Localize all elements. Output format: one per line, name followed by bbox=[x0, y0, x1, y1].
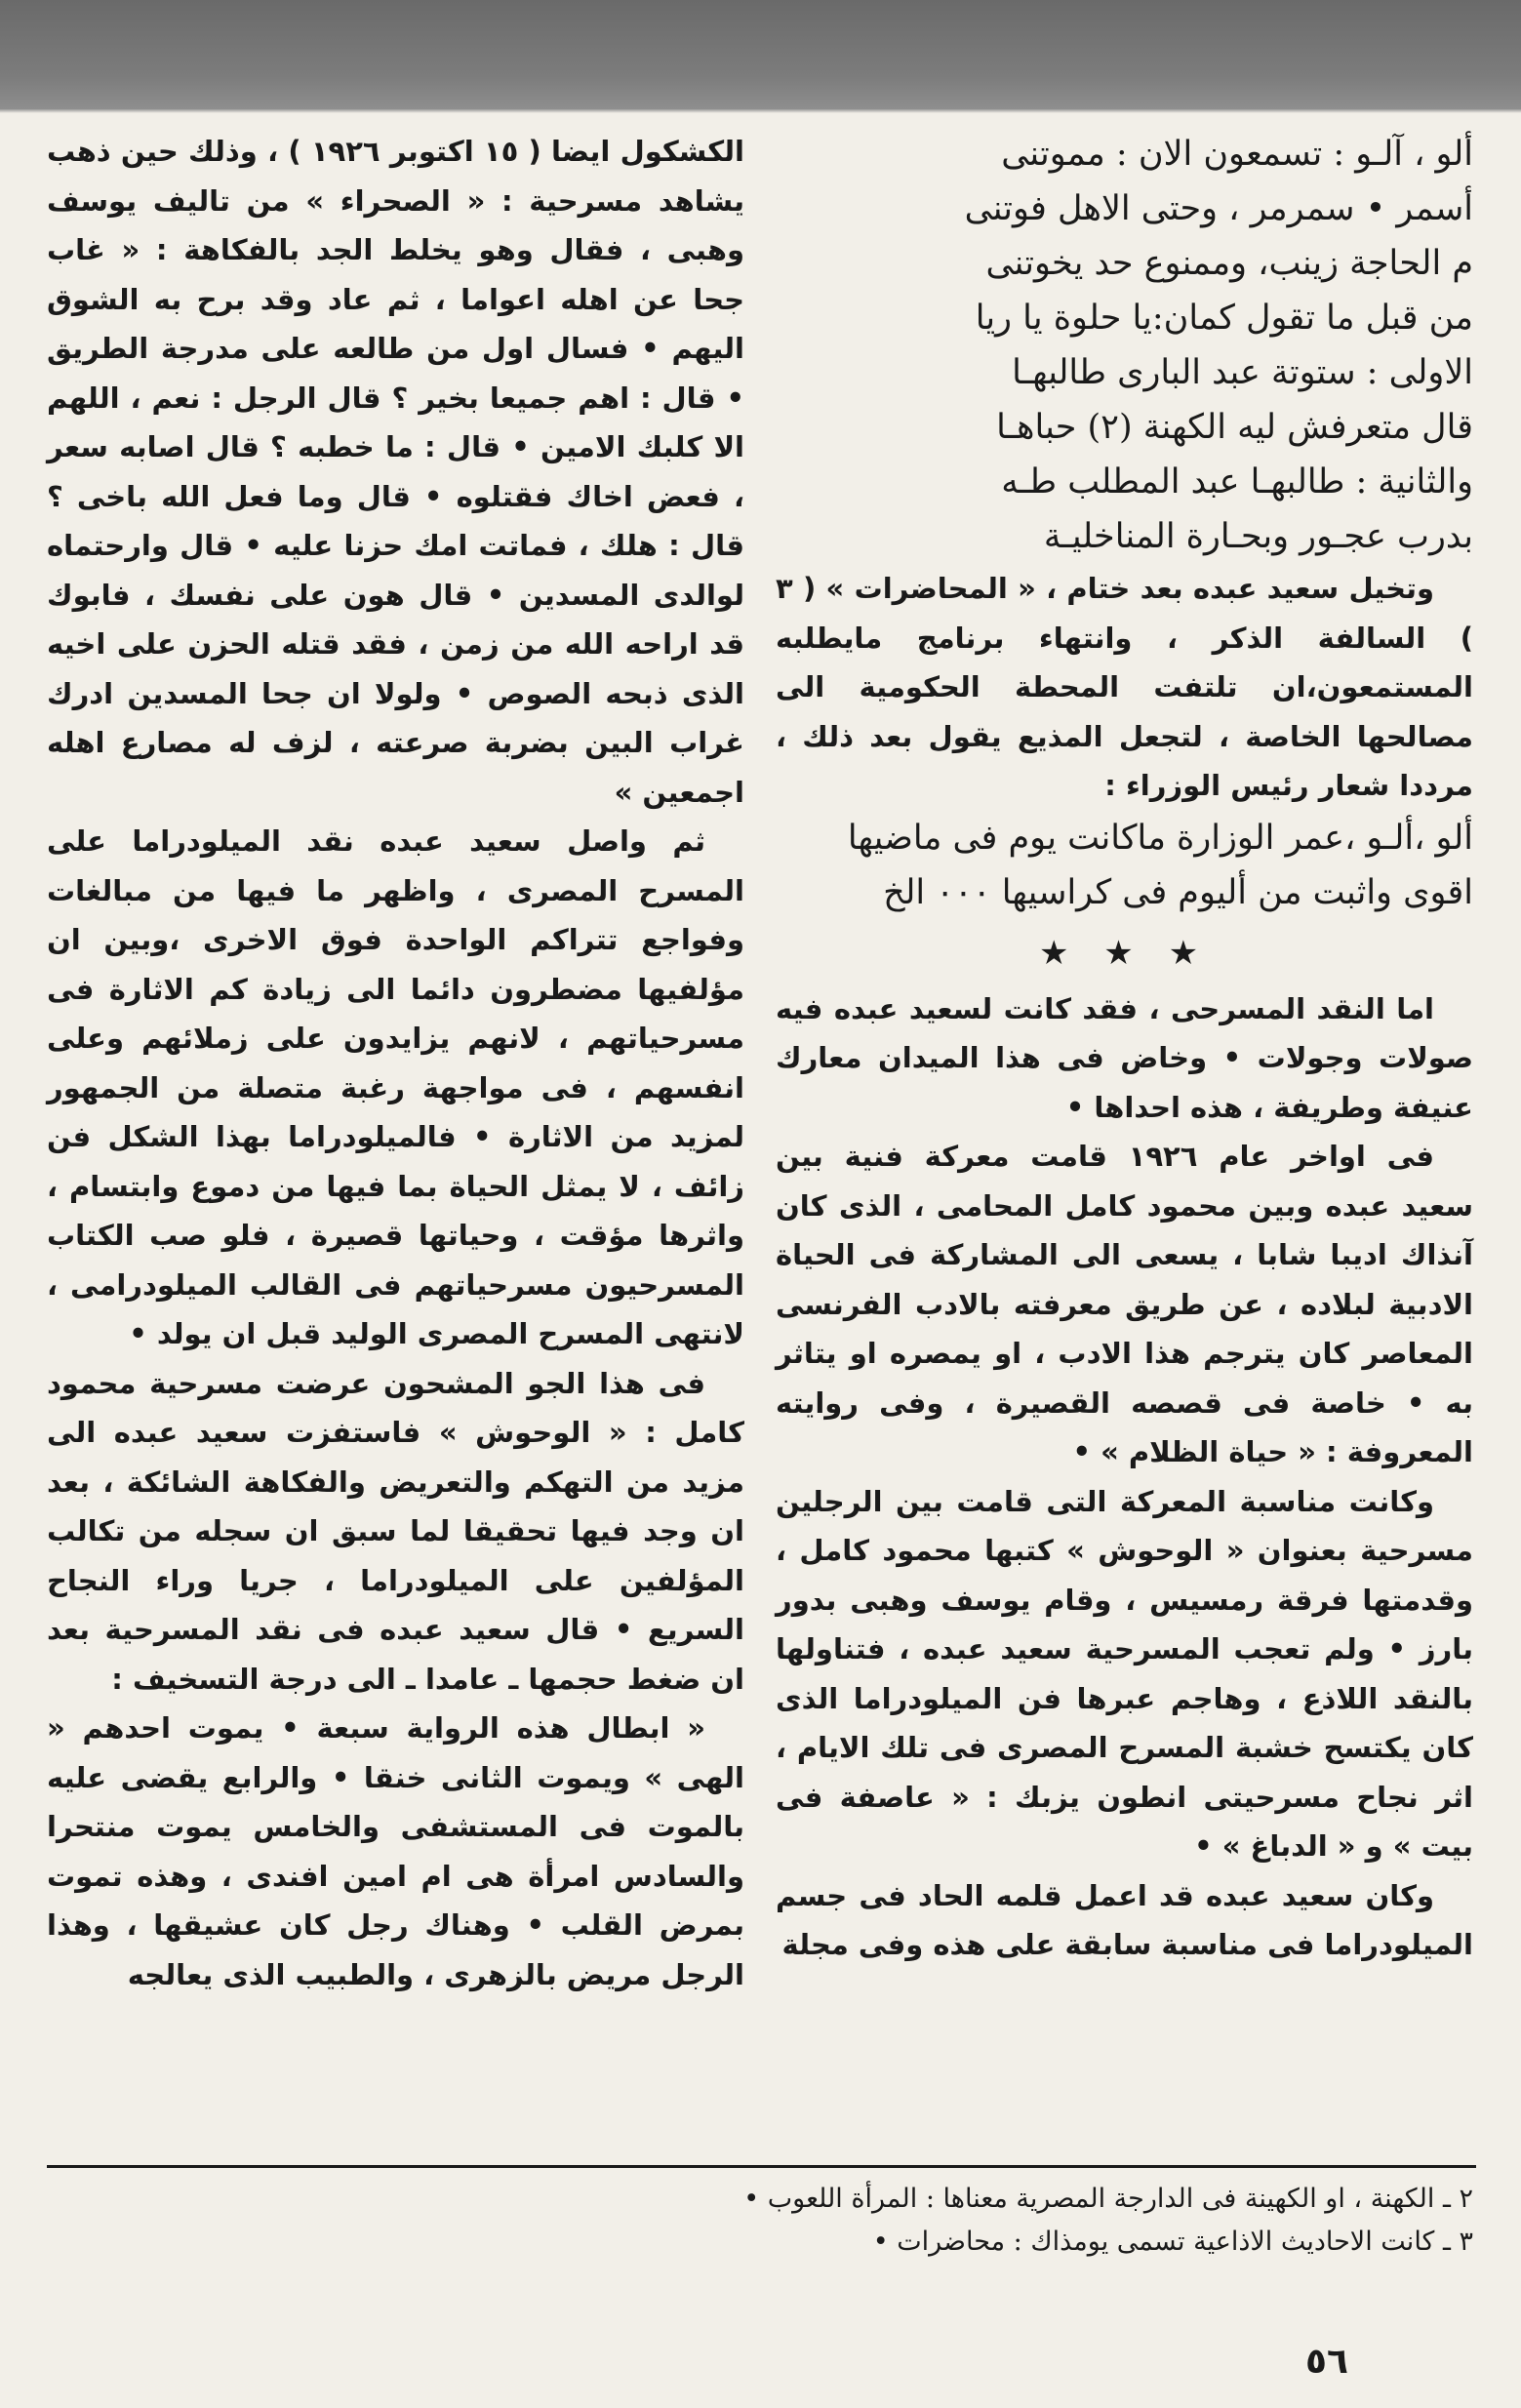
poem-stanza-2 bbox=[776, 811, 1473, 920]
poem-line: بدرب عجـور وبحـارة المناخليـة bbox=[1043, 517, 1473, 556]
poem-line: ألو ،ألـو ،عمر الوزارة ماكانت يوم فى ماضيها bbox=[847, 818, 1473, 858]
section-divider-stars: ★ ★ ★ bbox=[1038, 933, 1211, 973]
paragraph: وكانت مناسبة المعركة التى قامت بين الرجلين مسرحية بعنوان « الوحوش » كتبها محمود كامل ، وقدمتها فرقة رمسيس ، وقام يوسف وهبى بدور بارز • ولم تعجب المسرحية سعيد عبده ، فتناولها بالنقد اللاذع ، وهاجم عبرها فن الميلودراما الذى كان يكتسح خشبة المسرح المصرى فى تلك الايام ، اثر نجاح مسرحيتى انطون يزبك : « عاصفة فى بيت » و « الدباغ » • bbox=[776, 1484, 1473, 1863]
paragraph: فى اواخر عام ١٩٢٦ قامت معركة فنية بين سعيد عبده وبين محمود كامل المحامى ، الذى كان آنذاك اديبا شابا ، يسعى الى المشاركة فى الحياة الادبية لبلاده ، عن طريق معرفته بالادب الفرنسى المعاصر كان يترجم هذا الادب ، او يمصره او يتاثر به • خاصة فى قصصه القصيرة ، وفى روايته المعروفة : « حياة الظلام » • bbox=[776, 1140, 1473, 1468]
paragraph: وتخيل سعيد عبده بعد ختام ، « المحاضرات » ( ٣ ) السالفة الذكر ، وانتهاء برنامج مايطلبه المستمعون،ان تلتفت المحطة الحكومية الى مصالحها الخاصة ، لتجعل المذيع يقول بعد ذلك ، مرددا شعار رئيس الوزراء : bbox=[776, 572, 1473, 802]
page-number: ٥٦ bbox=[1305, 2342, 1348, 2382]
scan-border-edge bbox=[0, 109, 1521, 113]
scan-border bbox=[0, 0, 1521, 109]
paragraph: الكشكول ايضا ( ١٥ اكتوبر ١٩٢٦ ) ، وذلك حين ذهب يشاهد مسرحية : « الصحراء » من تاليف يوسف وهبى ، فقال وهو يخلط الجد بالفكاهة : « غاب جحا عن اهله اعواما ، ثم عاد وقد برح به الشوق اليهم • فسال اول من طالعه على مدرجة الطريق • قال : اهم جميعا بخير ؟ قال الرجل : نعم ، اللهم الا كلبك الامين • قال : ما خطبه ؟ قال اصابه سعر ، فعض اخاك فقتلوه • قال وما فعل الله باخى ؟ قال : هلك ، فماتت امك حزنا عليه • قال وارحتماه لوالدى المسدين • قال هون على نفسك ، فابوك قد اراحه الله من زمن ، فقد قتله الحزن على اخيه الذى ذبحه الصوص • ولولا ان جحا المسدين ادرك غراب البين بضربة صرعته ، لزف له مصارع اهله اجمعين » bbox=[47, 135, 744, 809]
footnote: ٢ ـ الكهنة ، او الكهينة فى الدارجة المصرية معناها : المرأة اللعوب • bbox=[743, 2184, 1473, 2214]
paragraph: « ابطال هذه الرواية سبعة • يموت احدهم « الهى » ويموت الثانى خنقا • والرابع يقضى عليه بالموت فى المستشفى والخامس يموت منتحرا والسادس امرأة هى ام امين افندى ، وهذه تموت بمرض القلب • وهناك رجل كان عشيقها ، وهذا الرجل مريض بالزهرى ، والطبيب الذى يعالجه bbox=[47, 1711, 744, 1991]
poem-line: ألو ، آلـو : تسمعون الان : مموتنى bbox=[1001, 135, 1473, 174]
left-column bbox=[47, 127, 744, 1999]
poem-line: أسمر • سمرمر ، وحتى الاهل فوتنى bbox=[964, 189, 1473, 228]
poem-stanza-1 bbox=[776, 127, 1473, 564]
poem-line: والثانية : طالبهـا عبد المطلب طـه bbox=[1001, 462, 1473, 502]
footnotes bbox=[47, 2178, 1473, 2264]
poem-line: اقوى واثبت من أليوم فى كراسيها ٠٠٠ الخ bbox=[883, 872, 1473, 912]
poem-line: من قبل ما تقول كمان:يا حلوة يا ريا bbox=[975, 299, 1473, 338]
paragraph: اما النقد المسرحى ، فقد كانت لسعيد عبده فيه صولات وجولات • وخاض فى هذا الميدان معارك عنيفة وطريفة ، هذه احداها • bbox=[776, 991, 1473, 1124]
poem-line: قال متعرفش ليه الكهنة (٢) حباهـا bbox=[996, 408, 1473, 447]
footnote: ٣ ـ كانت الاحاديث الاذاعية تسمى يومذاك : محاضرات • bbox=[872, 2227, 1473, 2257]
footnote-rule bbox=[47, 2165, 1476, 2168]
poem-line: الاولى : ستوتة عبد البارى طالبهـا bbox=[1012, 353, 1473, 392]
paragraph: وكان سعيد عبده قد اعمل قلمه الحاد فى جسم الميلودراما فى مناسبة سابقة على هذه وفى مجلة bbox=[776, 1878, 1473, 1961]
right-column bbox=[776, 127, 1473, 1970]
paragraph: فى هذا الجو المشحون عرضت مسرحية محمود كامل : « الوحوش » فاستفزت سعيد عبده الى مزيد من التهكم والتعريض والفكاهة الشائكة ، بعد ان وجد فيها تحقيقا لما سبق ان سجله من تكالب المؤلفين على الميلودراما ، جريا وراء النجاح السريع • قال سعيد عبده فى نقد المسرحية بعد ان ضغط حجمها ـ عامدا ـ الى درجة التسخيف : bbox=[47, 1366, 744, 1696]
paragraph: ثم واصل سعيد عبده نقد الميلودراما على المسرح المصرى ، واظهر ما فيها من مبالغات وفواجع تتراكم الواحدة فوق الاخرى ،وبين ان مؤلفيها مضطرون دائما الى زيادة كم الاثارة فى مسرحياتهم ، لانهم يزايدون على زملائهم وعلى انفسهم ، فى مواجهة رغبة متصلة من الجمهور لمزيد من الاثارة • فالميلودراما بهذا الشكل فن زائف ، لا يمثل الحياة بما فيها من دموع وابتسام ، واثرها مؤقت ، وحياتها قصيرة ، فلو صب الكتاب المسرحيون مسرحياتهم فى القالب الميلودرامى ، لانتهى المسرح المصرى الوليد قبل ان يولد • bbox=[47, 824, 744, 1350]
poem-line: م الحاجة زينب، وممنوع حد يخوتنى bbox=[985, 244, 1473, 283]
